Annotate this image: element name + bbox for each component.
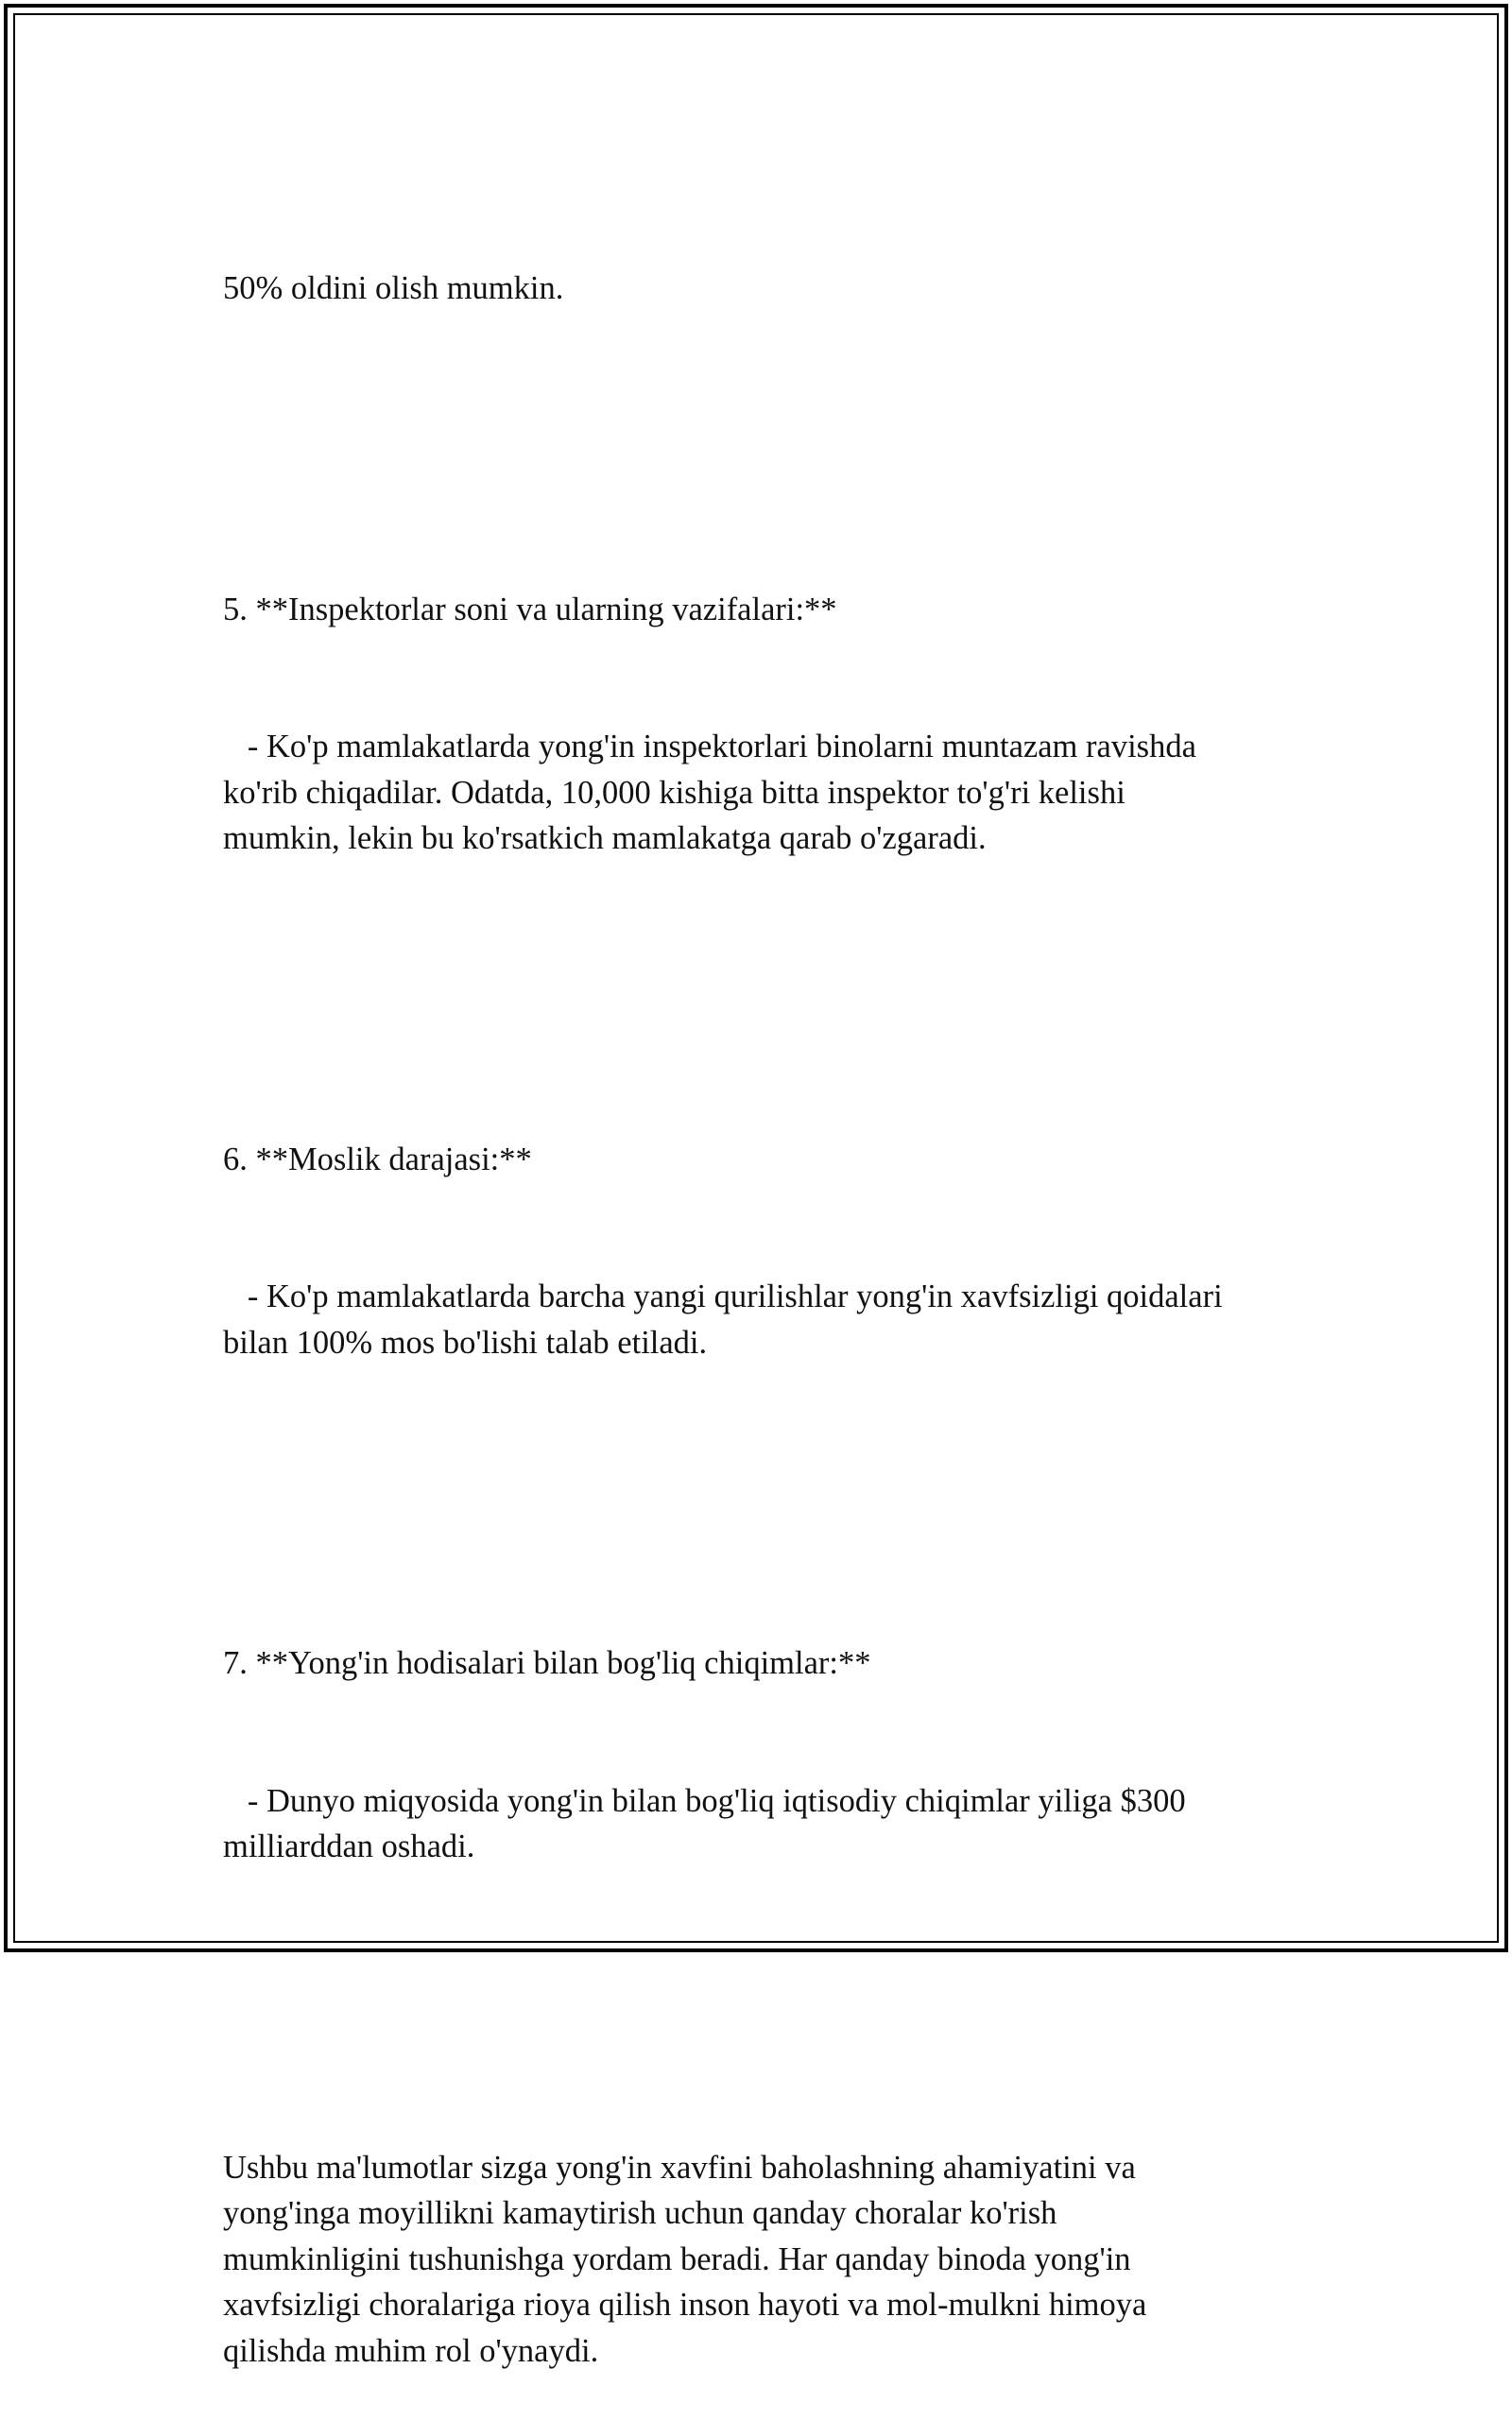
paragraph-gap	[223, 953, 1310, 1000]
section-7-body: - Dunyo miqyosida yong'in bilan bog'liq iqtisodiy chiqimlar yiliga $300 milliarddan oshadi.	[223, 1782, 1186, 1864]
section-6-body: - Ko'p mamlakatlarda barcha yangi qurilishlar yong'in xavfsizligi qoidalari bilan 100% mos bo'lishi talab etiladi.	[223, 1279, 1223, 1361]
continued-paragraph: 50% oldini olish mumkin.	[223, 270, 564, 306]
conclusion-paragraph: Ushbu ma'lumotlar sizga yong'in xavfini baholashning ahamiyatini va yong'inga moyillikni kamaytirish uchun qanday choralar ko'rish mumkinligini tushunishga yordam beradi. Har qanday binoda yong'in xavfsizligi choralariga rioya qilish inson hayoti va mol-mulkni himoya qilishda muhim rol o'ynaydi.	[223, 2149, 1147, 2369]
section-6-heading: 6. **Moslik darajasi:**	[223, 1141, 532, 1177]
document-body	[223, 174, 1310, 2420]
section-5-body: - Ko'p mamlakatlarda yong'in inspektorlari binolarni muntazam ravishda ko'rib chiqadilar. Odatda, 10,000 kishiga bitta inspektor to'g'ri kelishi mumkin, lekin bu ko'rsatkich mamlakatga qarab o'zgaradi.	[223, 729, 1196, 856]
paragraph-gap	[223, 403, 1310, 450]
section-5-heading: 5. **Inspektorlar soni va ularning vazifalari:**	[223, 591, 837, 627]
section-7-heading: 7. **Yong'in hodisalari bilan bog'liq chiqimlar:**	[223, 1645, 871, 1681]
paragraph-gap	[223, 1457, 1310, 1503]
paragraph-gap	[223, 1962, 1310, 2008]
